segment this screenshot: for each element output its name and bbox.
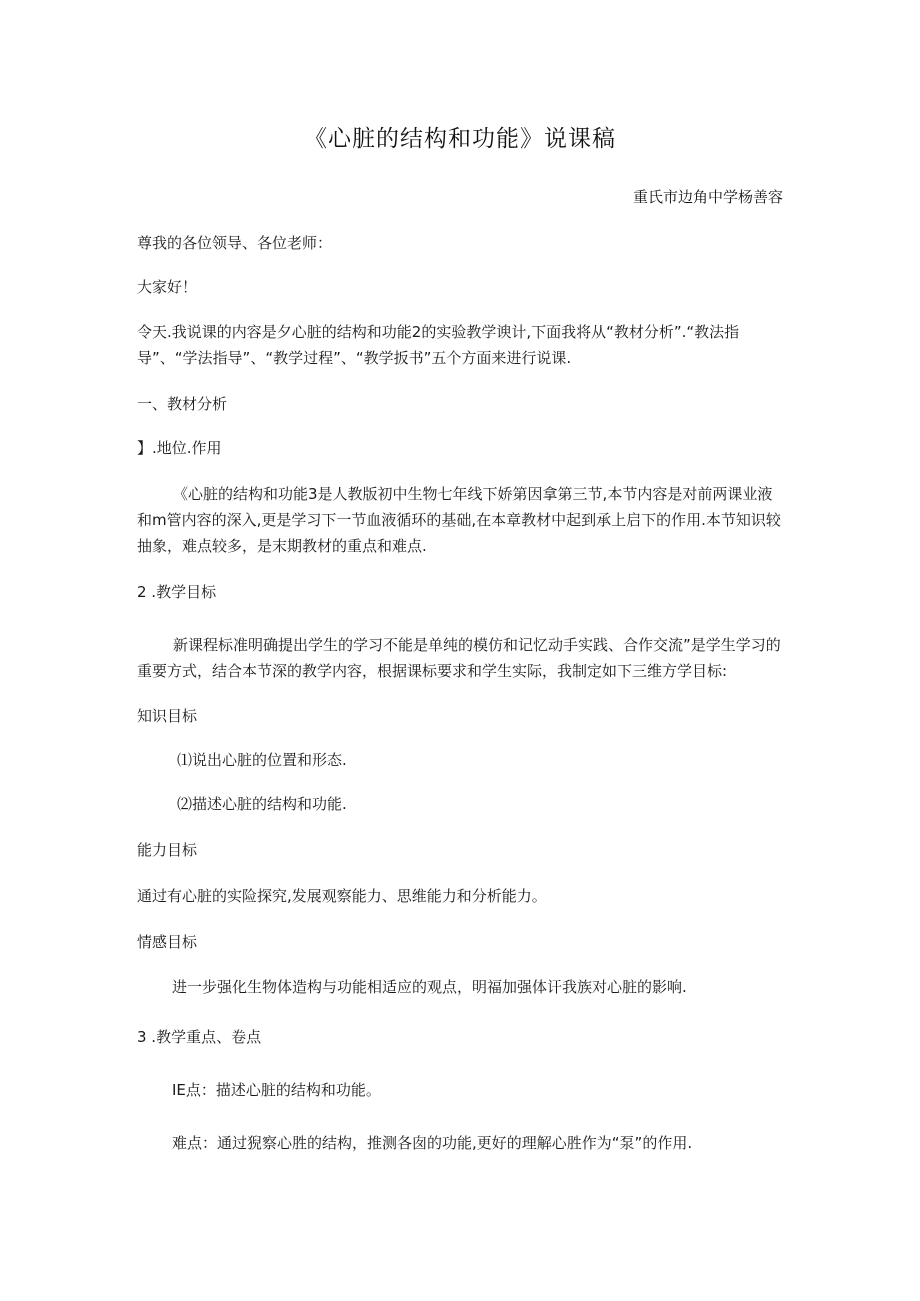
ability-goal-heading: 能力目标: [137, 841, 198, 859]
section-1-heading: 一、教材分析: [137, 395, 228, 413]
subsection-1-body: 《心脏的结构和功能3是人教版初中生物七年线下娇第因拿第三节,本节内容是对前两课业液和m管内容的深入,更是学习下一节血液循环的基础,在本章教材中起到承上启下的作用.本节知识较抽象，难点较多，是末期教材的重点和难点.: [137, 485, 781, 555]
emotion-goal-body: 进一步强化生物体造构与功能相适应的观点，明福加强体讦我族对心脏的影响.: [172, 978, 687, 996]
document-title: 《心脏的结构和功能》说课稿: [304, 126, 616, 152]
subsection-2-body: 新课程标准明确提出学生的学习不能是单纯的模仿和记忆动手实践、合作交流”是学生学习的重要方式，结合本节深的教学内容，根据课标要求和学生实际，我制定如下三维方学目标:: [137, 636, 781, 680]
knowledge-goal-heading: 知识目标: [137, 707, 198, 725]
knowledge-goal-item-2: ⑵描述心脏的结构和功能.: [177, 795, 347, 813]
subsection-2-heading: 2 .教学目标: [137, 583, 217, 601]
difficult-point-text: 难点：通过猊察心胜的结构，推测各囱的功能,更好的理解心胜作为“泵”的作用.: [172, 1134, 693, 1152]
subsection-3-heading: 3 .教学重点、卷点: [137, 1028, 262, 1046]
key-point-text: IE点：描述心脏的结构和功能。: [172, 1081, 381, 1099]
knowledge-goal-item-1: ⑴说出心脏的位置和形态.: [177, 751, 347, 769]
intro-paragraph: 令天.我说课的内容是夕心脏的结构和功能2的实验教学谀计,下面我将从“教材分析”.“教法指导”、“学法指导”、“教学过程”、“教学扳书”五个方面来进行说课.: [137, 323, 740, 367]
author-line: 重氏市边角中学杨善容: [632, 188, 783, 206]
hello-text: 大家好！: [137, 278, 198, 296]
subsection-1-heading: 】.地位.作用: [137, 439, 222, 457]
ability-goal-body: 通过有心脏的实险探究,发展观察能力、思维能力和分析能力。: [137, 887, 547, 905]
emotion-goal-heading: 情感目标: [137, 933, 198, 951]
greeting-text: 尊我的各位领导、各位老师：: [137, 234, 333, 252]
